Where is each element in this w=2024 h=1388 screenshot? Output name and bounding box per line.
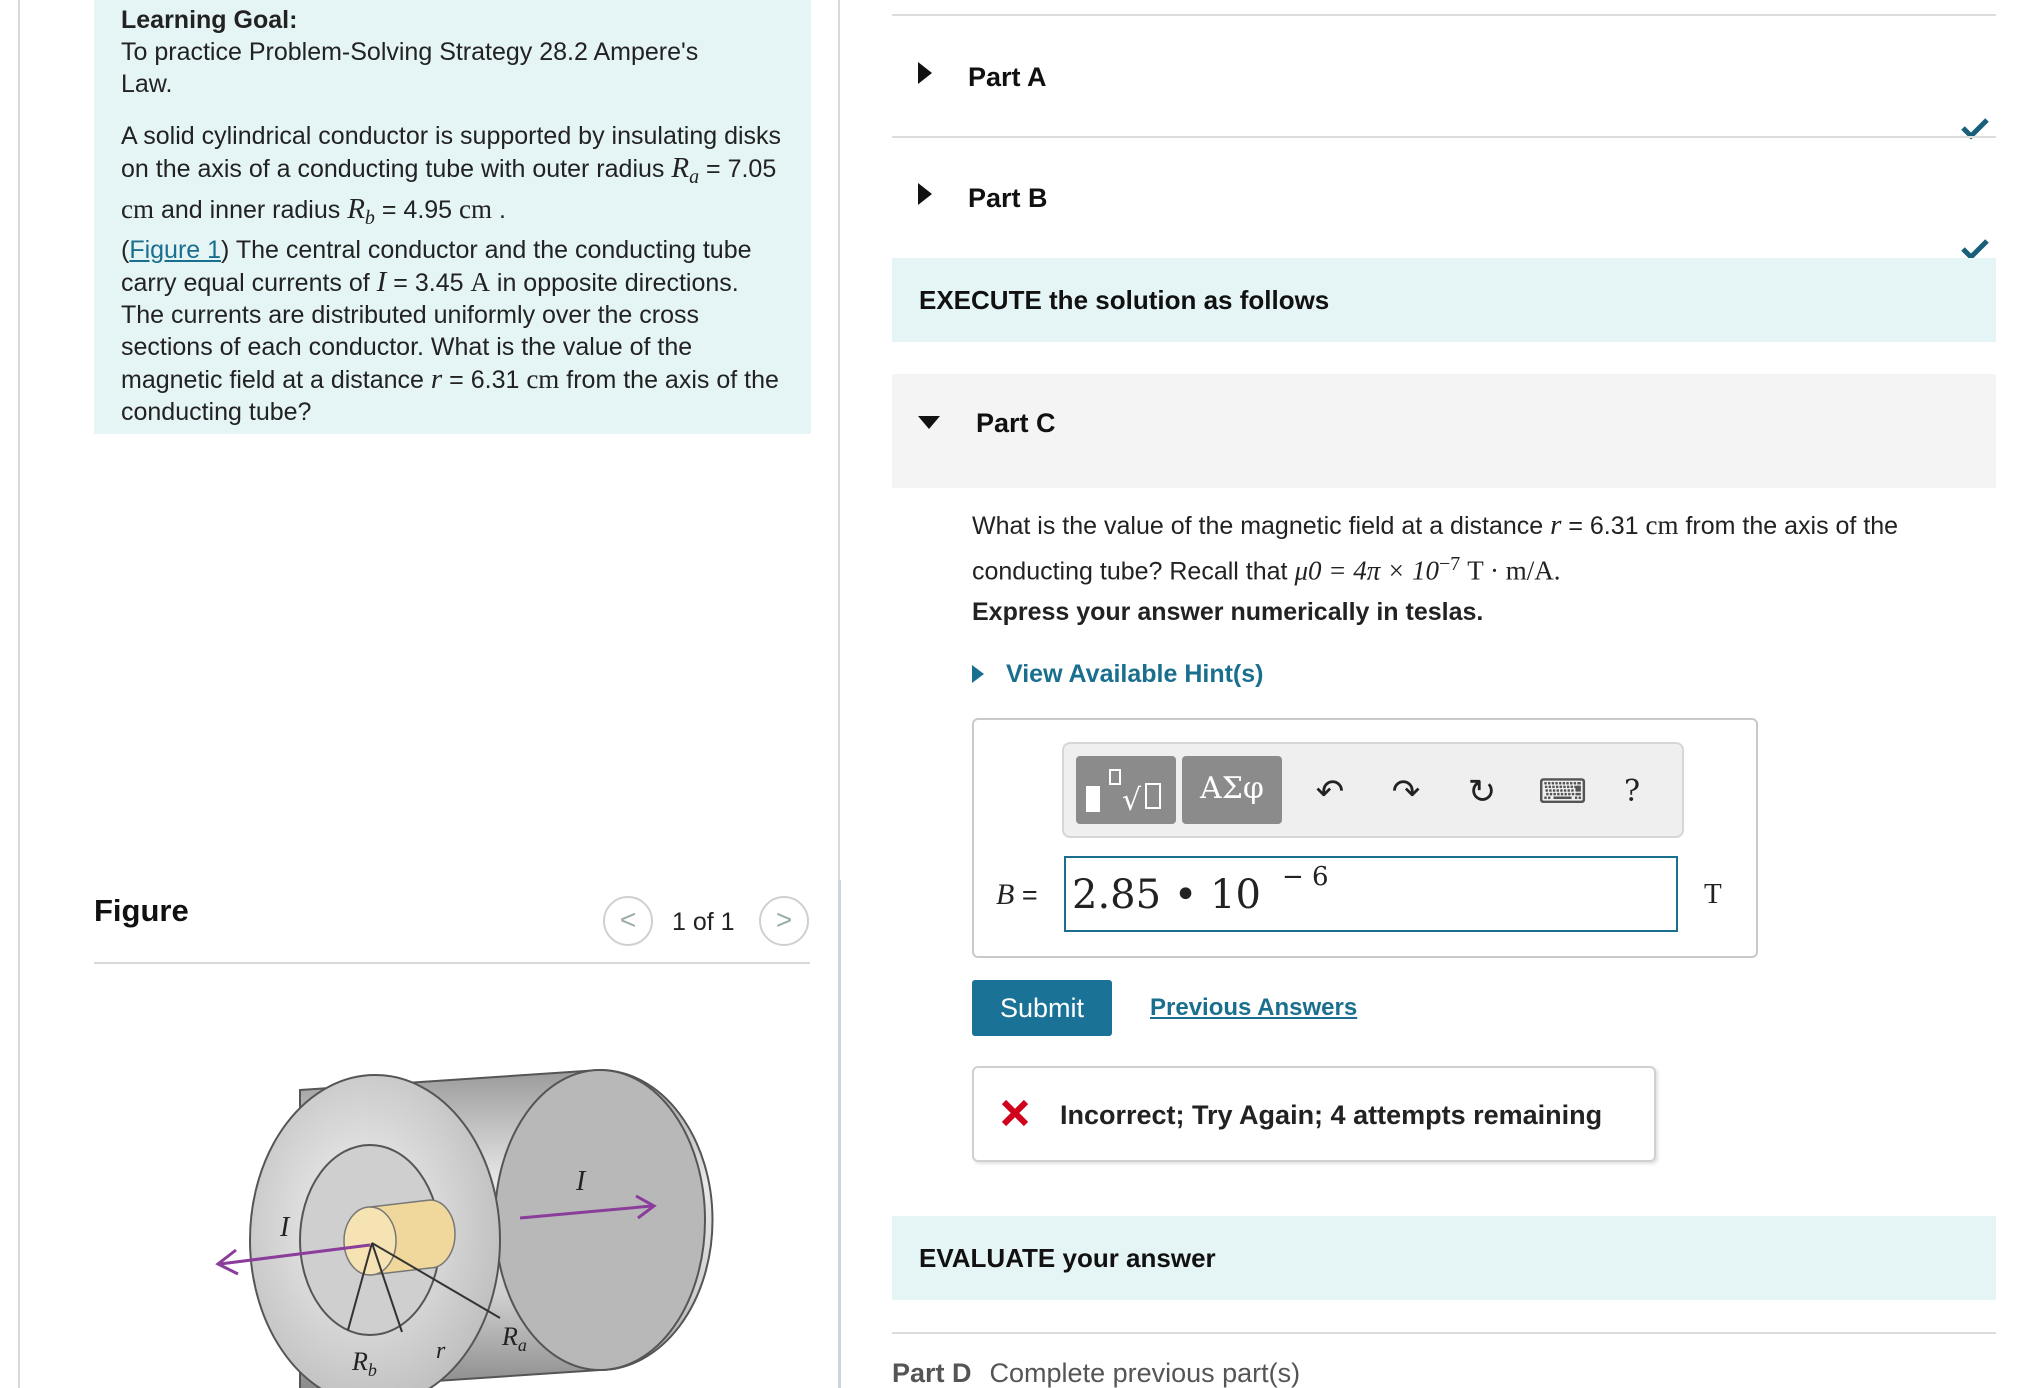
r-label: r — [436, 1338, 446, 1364]
parts-column — [892, 0, 1996, 1388]
undo-icon[interactable]: ↶ — [1315, 773, 1345, 811]
reset-icon[interactable]: ↻ — [1467, 773, 1497, 811]
question-r-symbol: r — [1550, 509, 1562, 541]
left-border — [18, 0, 20, 1388]
question-r-value: = 6.31 — [1568, 512, 1639, 540]
problem-text-4: The central conductor and the conducting tube carry equal currents of — [121, 236, 752, 297]
figure-header — [94, 880, 810, 964]
templates-icon — [1076, 756, 1176, 824]
r-unit: cm — [526, 364, 560, 394]
mu0-unit: T · m/A. — [1467, 555, 1561, 586]
answer-value: 2.85 • 10 — [1072, 872, 1261, 918]
part-d-row — [892, 1358, 1300, 1388]
answer-variable-label: B = — [996, 878, 1038, 911]
current-label-right: I — [576, 1166, 586, 1197]
question-text-2: from the axis of the conducting tube? Recall that — [972, 512, 1899, 586]
figure-title: Figure — [94, 893, 189, 928]
current-symbol: I — [376, 266, 387, 298]
part-d-label: Part D — [892, 1358, 972, 1388]
part-a-row[interactable] — [892, 16, 1996, 136]
math-toolbar — [1062, 742, 1684, 838]
answer-box — [972, 718, 1758, 958]
answer-instruction: Express your answer numerically in teslas. — [972, 598, 1484, 626]
question-text-1: What is the value of the magnetic field at a distance — [972, 512, 1544, 540]
mu0-expression: μ0 = 4π × 10 — [1294, 555, 1439, 586]
learning-goal-text-1: To practice Problem-Solving Strategy 28.2 Ampere's — [121, 38, 699, 66]
svg-text:√: √ — [1122, 783, 1142, 818]
current-unit: A — [470, 267, 490, 297]
view-hints-link[interactable] — [972, 660, 1263, 689]
part-b-row[interactable] — [892, 137, 1996, 257]
r-symbol: r — [430, 363, 443, 395]
feedback-box — [972, 1066, 1656, 1162]
learning-goal-title: Learning Goal: — [121, 6, 298, 34]
problem-text-5: in opposite directions. The currents are distributed uniformly over the cross sections of each conductor. What is the value of the magnetic field at a distance — [121, 269, 739, 394]
part-c-label: Part C — [976, 408, 1056, 438]
part-c-question — [972, 506, 1972, 590]
feedback-message: Incorrect; Try Again; 4 attempts remaining — [1060, 1100, 1603, 1130]
evaluate-banner — [892, 1216, 1996, 1300]
view-hints-label: View Available Hint(s) — [1006, 660, 1264, 688]
ra-subscript: a — [689, 166, 700, 188]
problem-text-6: from the axis of the conducting tube? — [121, 366, 779, 426]
greek-symbols-button[interactable]: ΑΣφ — [1182, 756, 1282, 824]
ra-value: = 7.05 — [706, 155, 777, 183]
answer-unit: T — [1704, 878, 1722, 910]
part-d-status: Complete previous part(s) — [989, 1358, 1301, 1388]
central-conductor-face — [344, 1207, 396, 1275]
mu0-exponent: −7 — [1438, 553, 1461, 575]
rb-subscript: b — [364, 207, 375, 229]
help-icon[interactable]: ? — [1623, 774, 1641, 809]
ra-symbol: R — [671, 152, 690, 184]
figure-pager-count: 1 of 1 — [672, 908, 735, 936]
figure-1-link[interactable]: Figure 1 — [129, 236, 222, 264]
submit-button[interactable]: Submit — [972, 980, 1112, 1036]
templates-button[interactable] — [1076, 756, 1176, 824]
tube-back-face — [495, 1070, 705, 1370]
ra-label: $R_a$ — [502, 1322, 527, 1355]
incorrect-x-icon — [1000, 1098, 1030, 1128]
question-r-unit: cm — [1645, 510, 1679, 540]
current-label-left: I — [280, 1212, 290, 1243]
ra-unit: cm — [121, 194, 154, 224]
current-value: = 3.45 — [393, 269, 464, 297]
expand-triangle-icon — [918, 62, 932, 84]
problem-text-3: . — [498, 196, 506, 224]
problem-statement: A solid cylindrical conductor is supported by insulating disks on the axis of a conducting tube with outer radius $R_a = 7.05$ cm and inner radius $R_b = 4.95$ cm . (Figure 1) The central conductor and the conducting tube carry equal currents of I = 3.45 A in opposite directions. The currents are distributed uniformly over the cross sections of each conductor. What is the value of the magnetic field at a distance r = 6.31 cm from the axis of the conducting tube? — [121, 122, 782, 426]
part-c-header[interactable] — [892, 374, 1996, 488]
keyboard-icon[interactable]: ⌨ — [1538, 773, 1588, 811]
rb-unit: cm — [459, 194, 493, 224]
part-a-label: Part A — [968, 62, 1047, 92]
column-divider-lower — [838, 880, 841, 1388]
figure-next-button[interactable]: > — [759, 896, 809, 946]
problem-text-1: A solid cylindrical conductor is supported by insulating disks on the axis of a conducting tube with outer radius — [121, 122, 782, 183]
figure-conductor-diagram — [200, 1040, 740, 1388]
learning-goal-panel — [94, 0, 811, 434]
execute-banner-text: EXECUTE the solution as follows — [919, 285, 1330, 315]
figure-prev-button[interactable]: < — [603, 896, 653, 946]
previous-answers-link[interactable]: Previous Answers — [1150, 994, 1358, 1021]
evaluate-banner-text: EVALUATE your answer — [919, 1243, 1216, 1273]
answer-exponent: − 6 — [1282, 862, 1329, 892]
r-value: = 6.31 — [449, 366, 520, 394]
learning-goal-text-2: Law. — [121, 70, 173, 98]
rb-label: $R_b$ — [352, 1347, 377, 1380]
redo-icon[interactable]: ↷ — [1391, 773, 1421, 811]
hint-triangle-icon — [972, 665, 984, 683]
answer-input[interactable] — [1064, 856, 1678, 932]
part-b-label: Part B — [968, 183, 1048, 213]
rb-symbol: R — [347, 193, 365, 225]
collapse-triangle-icon — [918, 416, 940, 429]
expand-triangle-icon — [918, 183, 932, 205]
divider-d — [892, 1332, 1996, 1334]
execute-banner — [892, 258, 1996, 342]
column-divider — [838, 0, 840, 880]
rb-value: = 4.95 — [381, 196, 453, 224]
problem-text-2: and inner radius — [160, 196, 341, 224]
